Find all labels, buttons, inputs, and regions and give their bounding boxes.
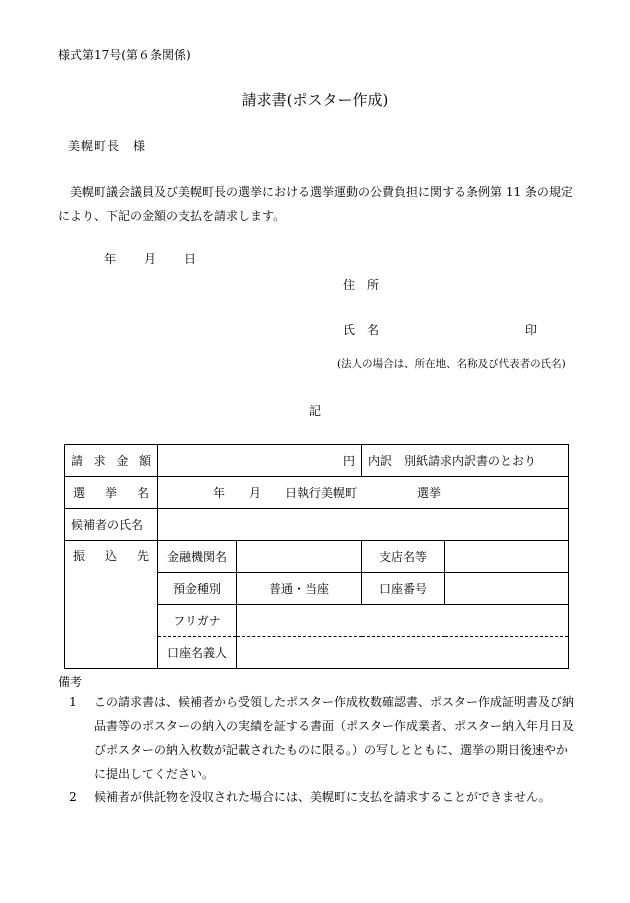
account-holder-field[interactable] [237, 637, 569, 669]
remark-number: 1 [69, 695, 77, 709]
bank-name-field[interactable] [237, 541, 362, 573]
corporate-note: (法人の場合は、所在地、名称及び代表者の氏名) [337, 358, 566, 370]
election-label: 選 挙 名 [65, 477, 158, 509]
yen-label: 円 [342, 454, 355, 468]
seal-label: 印 [525, 323, 538, 337]
account-holder-label: 口座名義人 [158, 637, 237, 669]
account-number-field[interactable] [445, 573, 569, 605]
remark-item [64, 690, 574, 786]
breakdown-note: 内訳 別紙請求内訳書のとおり [362, 445, 569, 477]
election-row [65, 477, 569, 509]
account-number-label: 口座番号 [362, 573, 445, 605]
remark-text: この請求書は、候補者から受領したポスター作成枚数確認書、ポスター作成証明書及び納品書等のポスターの納入の実績を証する書面（ポスター作成業者、ポスター納入年月日及びポスターの納入枚数が記載されたものに限る。）の写しとともに、選挙の期日後速やかに提出してください。 [94, 695, 575, 781]
date-year: 年 [104, 252, 117, 266]
branch-field[interactable] [445, 541, 569, 573]
date-month: 月 [144, 252, 157, 266]
amount-label: 請 求 金 額 [65, 445, 158, 477]
name-label: 氏 名 [343, 323, 380, 337]
furigana-label: フリガナ [158, 605, 237, 637]
remark-item [64, 785, 574, 809]
date-day: 日 [184, 252, 197, 266]
request-form-table [64, 444, 569, 669]
branch-label: 支店名等 [362, 541, 445, 573]
date-line [104, 250, 196, 267]
candidate-field[interactable] [158, 509, 569, 541]
bank-row [65, 541, 569, 573]
candidate-row [65, 509, 569, 541]
remark-text: 候補者が供託物を没収された場合には、美幌町に支払を請求することができません。 [94, 790, 551, 804]
remarks-heading: 備考 [58, 675, 83, 689]
addressee: 美幌町長 様 [68, 139, 147, 153]
address-label: 住 所 [343, 278, 380, 292]
election-field[interactable]: 年 月 日執行美幌町 選挙 [158, 477, 569, 509]
ki-heading: 記 [308, 404, 321, 418]
furigana-field[interactable] [237, 605, 569, 637]
amount-row [65, 445, 569, 477]
document-title: 請求書(ポスター作成) [241, 91, 389, 109]
request-statement: 美幌町議会議員及び美幌町長の選挙における選挙運動の公費負担に関する条例第 11 条の規定により、下記の金額の支払を請求します。 [58, 185, 573, 223]
transfer-label: 振 込 先 [65, 541, 158, 669]
form-number: 様式第17号(第６条関係) [58, 48, 191, 62]
account-type-label: 預金種別 [158, 573, 237, 605]
remark-number: 2 [69, 790, 77, 804]
account-type-value[interactable]: 普通・当座 [237, 573, 362, 605]
amount-field[interactable] [158, 445, 362, 477]
candidate-label: 候補者の氏名 [65, 509, 158, 541]
bank-name-label: 金融機関名 [158, 541, 237, 573]
